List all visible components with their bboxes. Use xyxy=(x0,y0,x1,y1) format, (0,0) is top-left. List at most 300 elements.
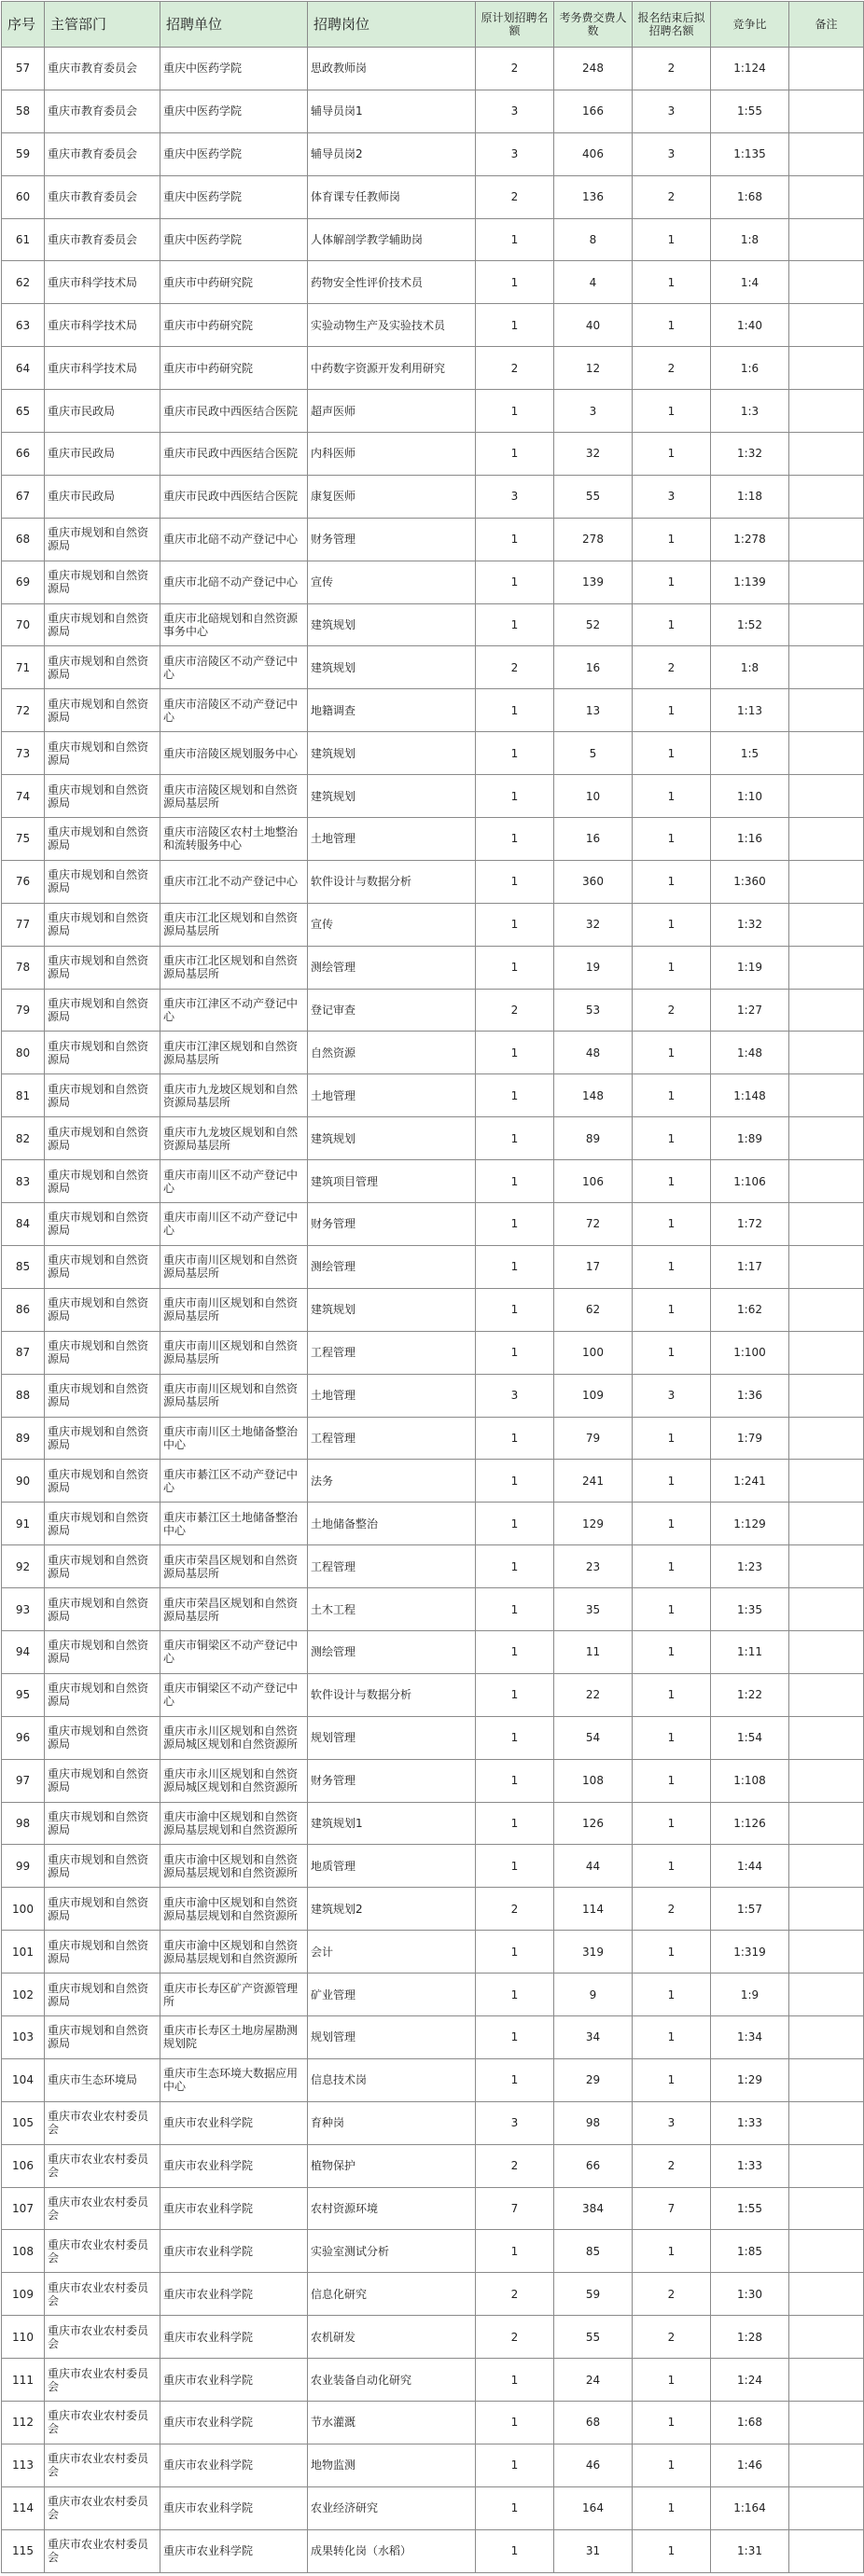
cell-department: 重庆市科学技术局 xyxy=(45,261,160,304)
cell-planned-quota: 1 xyxy=(476,2401,554,2444)
table-row xyxy=(2,518,864,561)
cell-department: 重庆市规划和自然资源局 xyxy=(45,1588,160,1631)
cell-remarks xyxy=(789,689,864,732)
cell-position: 超声医师 xyxy=(308,390,476,433)
cell-department: 重庆市规划和自然资源局 xyxy=(45,1630,160,1673)
cell-competition-ratio: 1:54 xyxy=(711,1716,789,1759)
cell-department: 重庆市规划和自然资源局 xyxy=(45,1288,160,1331)
cell-planned-quota: 1 xyxy=(476,1588,554,1631)
cell-department: 重庆市农业农村委员会 xyxy=(45,2230,160,2273)
cell-remarks xyxy=(789,1974,864,2016)
cell-index: 63 xyxy=(2,304,45,347)
cell-position: 规划管理 xyxy=(308,1716,476,1759)
cell-employer: 重庆市农业科学院 xyxy=(160,2444,308,2486)
cell-department: 重庆市规划和自然资源局 xyxy=(45,1245,160,1288)
cell-department: 重庆市规划和自然资源局 xyxy=(45,1032,160,1074)
cell-index: 115 xyxy=(2,2529,45,2572)
cell-employer: 重庆市农业科学院 xyxy=(160,2401,308,2444)
cell-planned-quota: 1 xyxy=(476,1460,554,1503)
table-row xyxy=(2,1802,864,1845)
cell-paid-applicants: 148 xyxy=(554,1074,633,1117)
table-row xyxy=(2,48,864,90)
cell-remarks xyxy=(789,2101,864,2144)
cell-final-quota: 1 xyxy=(633,1759,711,1802)
cell-position: 法务 xyxy=(308,1460,476,1503)
cell-paid-applicants: 44 xyxy=(554,1845,633,1888)
cell-final-quota: 2 xyxy=(633,175,711,218)
cell-paid-applicants: 3 xyxy=(554,390,633,433)
cell-planned-quota: 1 xyxy=(476,1331,554,1374)
cell-employer: 重庆市中药研究院 xyxy=(160,304,308,347)
cell-paid-applicants: 136 xyxy=(554,175,633,218)
cell-paid-applicants: 108 xyxy=(554,1759,633,1802)
cell-position: 建筑规划 xyxy=(308,732,476,775)
table-row xyxy=(2,347,864,390)
header-index: 序号 xyxy=(2,2,45,48)
table-row xyxy=(2,1974,864,2016)
cell-planned-quota: 1 xyxy=(476,390,554,433)
cell-index: 99 xyxy=(2,1845,45,1888)
cell-department: 重庆市民政局 xyxy=(45,475,160,518)
cell-final-quota: 2 xyxy=(633,2316,711,2359)
cell-final-quota: 1 xyxy=(633,1802,711,1845)
cell-competition-ratio: 1:124 xyxy=(711,48,789,90)
cell-position: 自然资源 xyxy=(308,1032,476,1074)
cell-competition-ratio: 1:52 xyxy=(711,603,789,646)
cell-position: 建筑规划 xyxy=(308,1288,476,1331)
cell-competition-ratio: 1:8 xyxy=(711,218,789,261)
cell-index: 110 xyxy=(2,2316,45,2359)
cell-paid-applicants: 34 xyxy=(554,2015,633,2058)
cell-employer: 重庆市南川区不动产登记中心 xyxy=(160,1203,308,1246)
cell-index: 83 xyxy=(2,1160,45,1203)
cell-position: 康复医师 xyxy=(308,475,476,518)
cell-remarks xyxy=(789,2444,864,2486)
cell-competition-ratio: 1:278 xyxy=(711,518,789,561)
cell-planned-quota: 1 xyxy=(476,1630,554,1673)
cell-final-quota: 1 xyxy=(633,1845,711,1888)
table-row xyxy=(2,2486,864,2529)
cell-paid-applicants: 32 xyxy=(554,433,633,476)
cell-planned-quota: 1 xyxy=(476,1245,554,1288)
cell-remarks xyxy=(789,261,864,304)
table-row xyxy=(2,304,864,347)
table-body xyxy=(2,48,864,2573)
cell-paid-applicants: 55 xyxy=(554,475,633,518)
cell-department: 重庆市规划和自然资源局 xyxy=(45,603,160,646)
cell-employer: 重庆市中药研究院 xyxy=(160,347,308,390)
cell-remarks xyxy=(789,1460,864,1503)
cell-paid-applicants: 16 xyxy=(554,646,633,689)
cell-competition-ratio: 1:100 xyxy=(711,1331,789,1374)
cell-position: 工程管理 xyxy=(308,1331,476,1374)
cell-position: 土地管理 xyxy=(308,1374,476,1417)
cell-department: 重庆市规划和自然资源局 xyxy=(45,1331,160,1374)
cell-position: 人体解剖学教学辅助岗 xyxy=(308,218,476,261)
header-final-quota: 报名结束后拟招聘名额 xyxy=(633,2,711,48)
cell-planned-quota: 1 xyxy=(476,2359,554,2402)
cell-remarks xyxy=(789,347,864,390)
cell-planned-quota: 1 xyxy=(476,1032,554,1074)
cell-remarks xyxy=(789,48,864,90)
cell-remarks xyxy=(789,175,864,218)
cell-planned-quota: 1 xyxy=(476,218,554,261)
cell-planned-quota: 1 xyxy=(476,1845,554,1888)
cell-planned-quota: 3 xyxy=(476,475,554,518)
cell-competition-ratio: 1:126 xyxy=(711,1802,789,1845)
cell-competition-ratio: 1:27 xyxy=(711,989,789,1032)
cell-employer: 重庆市南川区规划和自然资源局基层所 xyxy=(160,1288,308,1331)
cell-remarks xyxy=(789,1160,864,1203)
cell-index: 91 xyxy=(2,1503,45,1545)
cell-employer: 重庆市农业科学院 xyxy=(160,2144,308,2187)
cell-department: 重庆市农业农村委员会 xyxy=(45,2101,160,2144)
cell-planned-quota: 1 xyxy=(476,2486,554,2529)
table-row xyxy=(2,1888,864,1931)
cell-remarks xyxy=(789,989,864,1032)
cell-competition-ratio: 1:148 xyxy=(711,1074,789,1117)
cell-planned-quota: 1 xyxy=(476,1074,554,1117)
table-row xyxy=(2,2401,864,2444)
cell-remarks xyxy=(789,2144,864,2187)
cell-competition-ratio: 1:29 xyxy=(711,2058,789,2101)
cell-competition-ratio: 1:72 xyxy=(711,1203,789,1246)
cell-paid-applicants: 4 xyxy=(554,261,633,304)
cell-employer: 重庆市荣昌区规划和自然资源局基层所 xyxy=(160,1545,308,1588)
cell-final-quota: 1 xyxy=(633,390,711,433)
cell-index: 109 xyxy=(2,2273,45,2316)
cell-competition-ratio: 1:241 xyxy=(711,1460,789,1503)
table-row xyxy=(2,903,864,946)
cell-competition-ratio: 1:68 xyxy=(711,2401,789,2444)
table-row xyxy=(2,1374,864,1417)
cell-paid-applicants: 48 xyxy=(554,1032,633,1074)
cell-index: 95 xyxy=(2,1673,45,1716)
cell-employer: 重庆市渝中区规划和自然资源局基层规划和自然资源所 xyxy=(160,1845,308,1888)
cell-paid-applicants: 54 xyxy=(554,1716,633,1759)
header-position: 招聘岗位 xyxy=(308,2,476,48)
cell-competition-ratio: 1:31 xyxy=(711,2529,789,2572)
cell-position: 辅导员岗1 xyxy=(308,90,476,132)
cell-final-quota: 1 xyxy=(633,561,711,603)
cell-employer: 重庆市江北区规划和自然资源局基层所 xyxy=(160,903,308,946)
cell-paid-applicants: 10 xyxy=(554,775,633,818)
cell-employer: 重庆市农业科学院 xyxy=(160,2486,308,2529)
cell-competition-ratio: 1:55 xyxy=(711,2187,789,2230)
cell-employer: 重庆市农业科学院 xyxy=(160,2230,308,2273)
cell-index: 77 xyxy=(2,903,45,946)
cell-index: 107 xyxy=(2,2187,45,2230)
cell-employer: 重庆市江北区规划和自然资源局基层所 xyxy=(160,946,308,989)
cell-competition-ratio: 1:28 xyxy=(711,2316,789,2359)
cell-position: 土地储备整治 xyxy=(308,1503,476,1545)
cell-remarks xyxy=(789,1545,864,1588)
cell-position: 植物保护 xyxy=(308,2144,476,2187)
header-paid-applicants: 考务费交费人数 xyxy=(554,2,633,48)
cell-planned-quota: 2 xyxy=(476,2144,554,2187)
cell-paid-applicants: 100 xyxy=(554,1331,633,1374)
cell-position: 实验室测试分析 xyxy=(308,2230,476,2273)
cell-index: 108 xyxy=(2,2230,45,2273)
cell-position: 测绘管理 xyxy=(308,1245,476,1288)
cell-employer: 重庆市永川区规划和自然资源局城区规划和自然资源所 xyxy=(160,1759,308,1802)
cell-final-quota: 2 xyxy=(633,1888,711,1931)
cell-position: 建筑规划1 xyxy=(308,1802,476,1845)
cell-remarks xyxy=(789,1630,864,1673)
cell-planned-quota: 1 xyxy=(476,2529,554,2572)
cell-index: 84 xyxy=(2,1203,45,1246)
cell-remarks xyxy=(789,1673,864,1716)
cell-remarks xyxy=(789,218,864,261)
cell-index: 67 xyxy=(2,475,45,518)
table-row xyxy=(2,390,864,433)
cell-department: 重庆市农业农村委员会 xyxy=(45,2359,160,2402)
table-row xyxy=(2,1503,864,1545)
cell-paid-applicants: 16 xyxy=(554,818,633,861)
cell-position: 土地管理 xyxy=(308,1074,476,1117)
cell-planned-quota: 1 xyxy=(476,1673,554,1716)
cell-remarks xyxy=(789,1802,864,1845)
cell-planned-quota: 1 xyxy=(476,818,554,861)
cell-paid-applicants: 114 xyxy=(554,1888,633,1931)
table-row xyxy=(2,1931,864,1974)
cell-remarks xyxy=(789,646,864,689)
cell-department: 重庆市规划和自然资源局 xyxy=(45,1503,160,1545)
cell-position: 登记审查 xyxy=(308,989,476,1032)
cell-paid-applicants: 35 xyxy=(554,1588,633,1631)
cell-competition-ratio: 1:44 xyxy=(711,1845,789,1888)
cell-position: 建筑规划 xyxy=(308,603,476,646)
cell-position: 土木工程 xyxy=(308,1588,476,1631)
cell-position: 软件设计与数据分析 xyxy=(308,1673,476,1716)
cell-position: 实验动物生产及实验技术员 xyxy=(308,304,476,347)
cell-employer: 重庆市农业科学院 xyxy=(160,2529,308,2572)
cell-paid-applicants: 384 xyxy=(554,2187,633,2230)
cell-employer: 重庆市北碚规划和自然资源事务中心 xyxy=(160,603,308,646)
table-header-row xyxy=(2,2,864,48)
cell-employer: 重庆市渝中区规划和自然资源局基层规划和自然资源所 xyxy=(160,1888,308,1931)
cell-final-quota: 1 xyxy=(633,1716,711,1759)
cell-final-quota: 1 xyxy=(633,1673,711,1716)
cell-employer: 重庆中医药学院 xyxy=(160,132,308,175)
cell-employer: 重庆市长寿区矿产资源管理所 xyxy=(160,1974,308,2016)
cell-remarks xyxy=(789,1417,864,1460)
cell-competition-ratio: 1:319 xyxy=(711,1931,789,1974)
cell-final-quota: 1 xyxy=(633,818,711,861)
cell-position: 地物监测 xyxy=(308,2444,476,2486)
cell-index: 104 xyxy=(2,2058,45,2101)
cell-department: 重庆市规划和自然资源局 xyxy=(45,818,160,861)
cell-index: 103 xyxy=(2,2015,45,2058)
cell-final-quota: 1 xyxy=(633,2486,711,2529)
table-row xyxy=(2,1117,864,1160)
cell-department: 重庆市教育委员会 xyxy=(45,218,160,261)
table-row xyxy=(2,1032,864,1074)
cell-paid-applicants: 89 xyxy=(554,1117,633,1160)
cell-competition-ratio: 1:30 xyxy=(711,2273,789,2316)
cell-department: 重庆市规划和自然资源局 xyxy=(45,1460,160,1503)
cell-index: 93 xyxy=(2,1588,45,1631)
table-row xyxy=(2,1417,864,1460)
table-row xyxy=(2,946,864,989)
table-row xyxy=(2,433,864,476)
cell-paid-applicants: 11 xyxy=(554,1630,633,1673)
cell-planned-quota: 1 xyxy=(476,304,554,347)
cell-index: 86 xyxy=(2,1288,45,1331)
table-row xyxy=(2,1588,864,1631)
cell-remarks xyxy=(789,433,864,476)
cell-competition-ratio: 1:22 xyxy=(711,1673,789,1716)
cell-planned-quota: 1 xyxy=(476,518,554,561)
cell-index: 89 xyxy=(2,1417,45,1460)
cell-employer: 重庆市涪陵区农村土地整治和流转服务中心 xyxy=(160,818,308,861)
cell-employer: 重庆市涪陵区不动产登记中心 xyxy=(160,689,308,732)
cell-final-quota: 1 xyxy=(633,2058,711,2101)
cell-final-quota: 2 xyxy=(633,48,711,90)
cell-position: 节水灌溉 xyxy=(308,2401,476,2444)
table-row xyxy=(2,1716,864,1759)
cell-department: 重庆市规划和自然资源局 xyxy=(45,1074,160,1117)
cell-position: 宣传 xyxy=(308,903,476,946)
cell-competition-ratio: 1:10 xyxy=(711,775,789,818)
cell-employer: 重庆市江北不动产登记中心 xyxy=(160,860,308,903)
cell-remarks xyxy=(789,1845,864,1888)
cell-remarks xyxy=(789,2359,864,2402)
cell-planned-quota: 3 xyxy=(476,90,554,132)
cell-competition-ratio: 1:79 xyxy=(711,1417,789,1460)
cell-final-quota: 3 xyxy=(633,132,711,175)
cell-employer: 重庆市农业科学院 xyxy=(160,2316,308,2359)
cell-competition-ratio: 1:46 xyxy=(711,2444,789,2486)
cell-department: 重庆市规划和自然资源局 xyxy=(45,1888,160,1931)
cell-index: 111 xyxy=(2,2359,45,2402)
cell-position: 农业经济研究 xyxy=(308,2486,476,2529)
cell-competition-ratio: 1:33 xyxy=(711,2144,789,2187)
cell-planned-quota: 3 xyxy=(476,132,554,175)
cell-department: 重庆市规划和自然资源局 xyxy=(45,689,160,732)
cell-index: 87 xyxy=(2,1331,45,1374)
cell-final-quota: 1 xyxy=(633,1503,711,1545)
cell-competition-ratio: 1:19 xyxy=(711,946,789,989)
cell-paid-applicants: 17 xyxy=(554,1245,633,1288)
cell-position: 农机研发 xyxy=(308,2316,476,2359)
cell-planned-quota: 1 xyxy=(476,1417,554,1460)
cell-employer: 重庆市荣昌区规划和自然资源局基层所 xyxy=(160,1588,308,1631)
cell-position: 药物安全性评价技术员 xyxy=(308,261,476,304)
cell-remarks xyxy=(789,1759,864,1802)
cell-paid-applicants: 241 xyxy=(554,1460,633,1503)
cell-remarks xyxy=(789,1716,864,1759)
cell-remarks xyxy=(789,860,864,903)
cell-competition-ratio: 1:139 xyxy=(711,561,789,603)
cell-department: 重庆市规划和自然资源局 xyxy=(45,775,160,818)
table-row xyxy=(2,132,864,175)
cell-paid-applicants: 139 xyxy=(554,561,633,603)
cell-final-quota: 3 xyxy=(633,90,711,132)
cell-employer: 重庆市渝中区规划和自然资源局基层规划和自然资源所 xyxy=(160,1931,308,1974)
cell-remarks xyxy=(789,2015,864,2058)
cell-paid-applicants: 5 xyxy=(554,732,633,775)
cell-position: 测绘管理 xyxy=(308,946,476,989)
cell-employer: 重庆市九龙坡区规划和自然资源局基层所 xyxy=(160,1074,308,1117)
cell-employer: 重庆市中药研究院 xyxy=(160,261,308,304)
cell-department: 重庆市农业农村委员会 xyxy=(45,2444,160,2486)
cell-final-quota: 1 xyxy=(633,946,711,989)
recruitment-table xyxy=(1,1,864,2573)
cell-index: 66 xyxy=(2,433,45,476)
cell-final-quota: 2 xyxy=(633,2273,711,2316)
cell-department: 重庆市民政局 xyxy=(45,433,160,476)
cell-planned-quota: 1 xyxy=(476,1545,554,1588)
cell-position: 辅导员岗2 xyxy=(308,132,476,175)
cell-position: 建筑规划2 xyxy=(308,1888,476,1931)
cell-position: 地质管理 xyxy=(308,1845,476,1888)
header-planned-quota: 原计划招聘名额 xyxy=(476,2,554,48)
table-row xyxy=(2,2444,864,2486)
cell-competition-ratio: 1:3 xyxy=(711,390,789,433)
cell-position: 测绘管理 xyxy=(308,1630,476,1673)
cell-competition-ratio: 1:34 xyxy=(711,2015,789,2058)
cell-paid-applicants: 40 xyxy=(554,304,633,347)
cell-department: 重庆市教育委员会 xyxy=(45,175,160,218)
cell-index: 114 xyxy=(2,2486,45,2529)
cell-planned-quota: 1 xyxy=(476,732,554,775)
cell-planned-quota: 1 xyxy=(476,903,554,946)
cell-department: 重庆市规划和自然资源局 xyxy=(45,518,160,561)
cell-final-quota: 1 xyxy=(633,2359,711,2402)
cell-paid-applicants: 129 xyxy=(554,1503,633,1545)
cell-planned-quota: 2 xyxy=(476,646,554,689)
cell-index: 81 xyxy=(2,1074,45,1117)
cell-remarks xyxy=(789,132,864,175)
cell-competition-ratio: 1:135 xyxy=(711,132,789,175)
cell-department: 重庆市农业农村委员会 xyxy=(45,2401,160,2444)
cell-competition-ratio: 1:5 xyxy=(711,732,789,775)
table-row xyxy=(2,2359,864,2402)
cell-final-quota: 1 xyxy=(633,1032,711,1074)
cell-planned-quota: 3 xyxy=(476,2101,554,2144)
cell-planned-quota: 7 xyxy=(476,2187,554,2230)
cell-paid-applicants: 98 xyxy=(554,2101,633,2144)
cell-paid-applicants: 85 xyxy=(554,2230,633,2273)
table-row xyxy=(2,732,864,775)
cell-position: 土地管理 xyxy=(308,818,476,861)
cell-paid-applicants: 29 xyxy=(554,2058,633,2101)
cell-remarks xyxy=(789,1503,864,1545)
cell-index: 112 xyxy=(2,2401,45,2444)
cell-competition-ratio: 1:57 xyxy=(711,1888,789,1931)
cell-department: 重庆市规划和自然资源局 xyxy=(45,989,160,1032)
cell-employer: 重庆市渝中区规划和自然资源局基层规划和自然资源所 xyxy=(160,1802,308,1845)
cell-index: 80 xyxy=(2,1032,45,1074)
cell-final-quota: 1 xyxy=(633,304,711,347)
cell-index: 78 xyxy=(2,946,45,989)
cell-department: 重庆市规划和自然资源局 xyxy=(45,1673,160,1716)
cell-paid-applicants: 109 xyxy=(554,1374,633,1417)
cell-employer: 重庆市生态环境大数据应用中心 xyxy=(160,2058,308,2101)
cell-competition-ratio: 1:68 xyxy=(711,175,789,218)
cell-paid-applicants: 126 xyxy=(554,1802,633,1845)
cell-paid-applicants: 72 xyxy=(554,1203,633,1246)
cell-remarks xyxy=(789,1117,864,1160)
cell-index: 62 xyxy=(2,261,45,304)
cell-competition-ratio: 1:62 xyxy=(711,1288,789,1331)
cell-position: 思政教师岗 xyxy=(308,48,476,90)
cell-index: 73 xyxy=(2,732,45,775)
cell-competition-ratio: 1:16 xyxy=(711,818,789,861)
cell-position: 建筑规划 xyxy=(308,646,476,689)
cell-paid-applicants: 62 xyxy=(554,1288,633,1331)
